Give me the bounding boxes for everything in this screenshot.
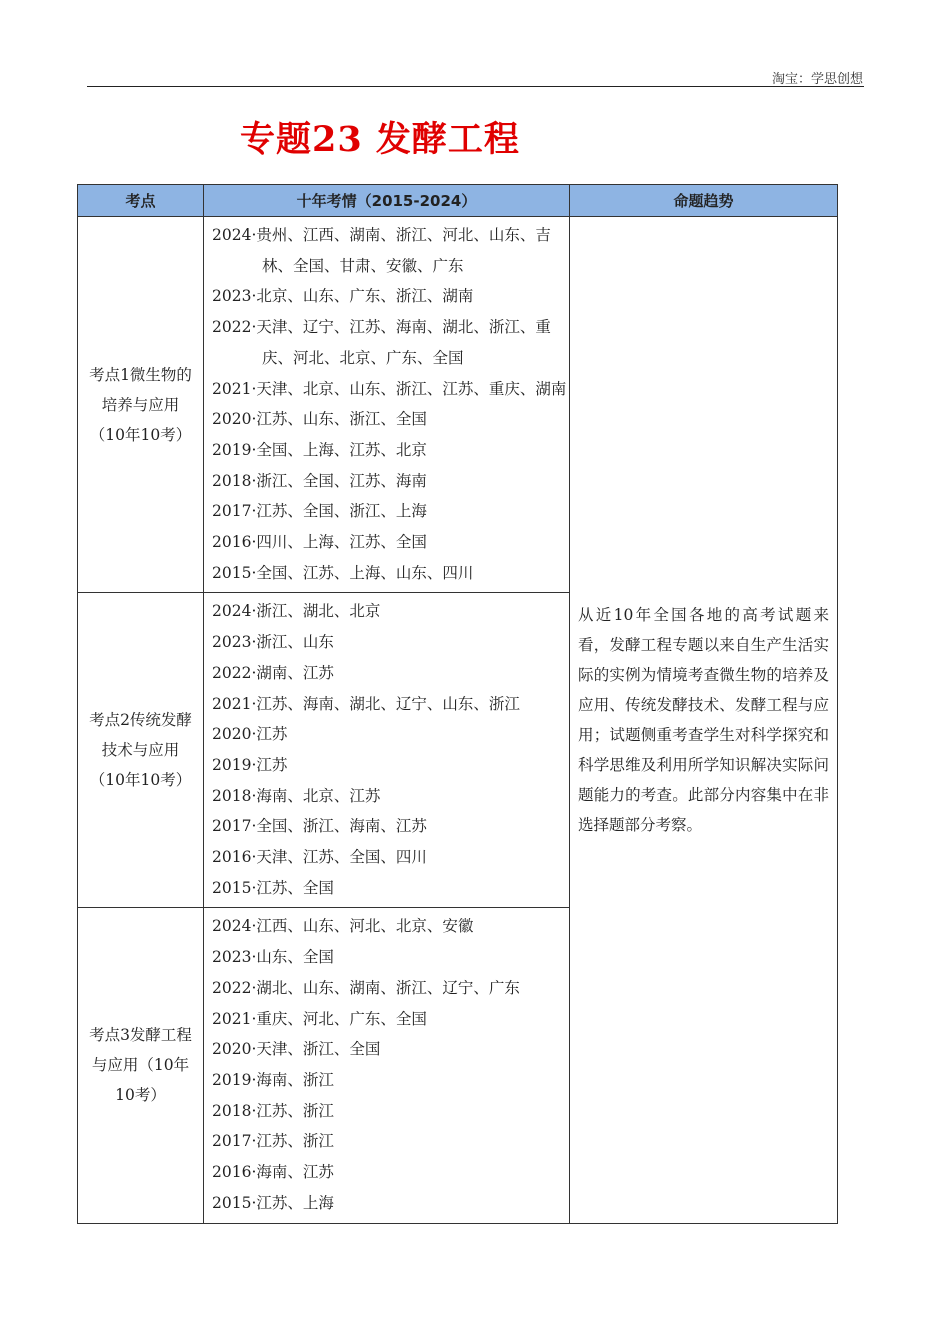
header-divider [87, 86, 864, 87]
year-entry: 2016·四川、上海、江苏、全国 [212, 533, 427, 552]
header-trend: 命题趋势 [570, 185, 838, 217]
year-entry: 2021·重庆、河北、广东、全国 [212, 1009, 427, 1028]
year-entry: 2022·湖南、江苏 [212, 663, 334, 682]
years-cell [204, 217, 570, 593]
year-entry: 2020·天津、浙江、全国 [212, 1040, 381, 1059]
year-entry: 2018·浙江、全国、江苏、海南 [212, 471, 427, 490]
header-ten-year: 十年考情（2015-2024） [204, 185, 570, 217]
year-entry: 2021·天津、北京、山东、浙江、江苏、重庆、湖南 [212, 379, 567, 398]
header-source-text: 淘宝：学思创想 [771, 72, 863, 87]
years-cell [204, 908, 570, 1223]
year-entry: 2023·北京、山东、广东、浙江、湖南 [212, 287, 474, 306]
year-entry: 2016·天津、江苏、全国、四川 [212, 848, 427, 867]
year-entry: 2022·天津、辽宁、江苏、海南、湖北、浙江、重庆、河北、北京、广东、全国 [212, 318, 551, 367]
year-entry: 2015·江苏、上海 [212, 1193, 334, 1212]
year-entry: 2017·江苏、浙江 [212, 1132, 334, 1151]
year-entry: 2022·湖北、山东、湖南、浙江、辽宁、广东 [212, 978, 520, 997]
year-entry: 2019·海南、浙江 [212, 1070, 334, 1089]
year-entry: 2023·浙江、山东 [212, 633, 334, 652]
year-entry: 2017·全国、浙江、海南、江苏 [212, 817, 427, 836]
year-entry: 2024·贵州、江西、湖南、浙江、河北、山东、吉林、全国、甘肃、安徽、广东 [212, 226, 551, 275]
year-entry: 2019·全国、上海、江苏、北京 [212, 440, 427, 459]
years-cell [204, 593, 570, 908]
year-entry: 2019·江苏 [212, 755, 288, 774]
exam-analysis-table [77, 184, 838, 1224]
year-entry: 2018·海南、北京、江苏 [212, 786, 381, 805]
year-entry: 2015·全国、江苏、上海、山东、四川 [212, 563, 474, 582]
table-row [78, 217, 838, 593]
year-entry: 2016·海南、江苏 [212, 1163, 334, 1182]
table-header-row [78, 185, 838, 217]
year-entry: 2024·江西、山东、河北、北京、安徽 [212, 917, 474, 936]
year-entry: 2021·江苏、海南、湖北、辽宁、山东、浙江 [212, 694, 520, 713]
year-entry: 2020·江苏 [212, 725, 288, 744]
trend-cell: 从近10年全国各地的高考试题来看，发酵工程专题以来自生产生活实际的实例为情境考查微生物的培养及应用、传统发酵技术、发酵工程与应用；试题侧重考查学生对科学探究和科学思维及利用所学知识解决实际问题能力的考查。此部分内容集中在非选择题部分考察。 [570, 217, 838, 1224]
page-title: 专题23 发酵工程 [240, 119, 520, 160]
year-entry: 2015·江苏、全国 [212, 878, 334, 897]
header-topic: 考点 [78, 185, 204, 217]
topic-cell: 考点3发酵工程与应用（10年10考） [78, 908, 204, 1223]
topic-cell: 考点1微生物的培养与应用（10年10考） [78, 217, 204, 593]
year-entry: 2024·浙江、湖北、北京 [212, 602, 381, 621]
year-entry: 2020·江苏、山东、浙江、全国 [212, 410, 427, 429]
year-entry: 2018·江苏、浙江 [212, 1101, 334, 1120]
topic-cell: 考点2传统发酵技术与应用（10年10考） [78, 593, 204, 908]
year-entry: 2023·山东、全国 [212, 948, 334, 967]
year-entry: 2017·江苏、全国、浙江、上海 [212, 502, 427, 521]
